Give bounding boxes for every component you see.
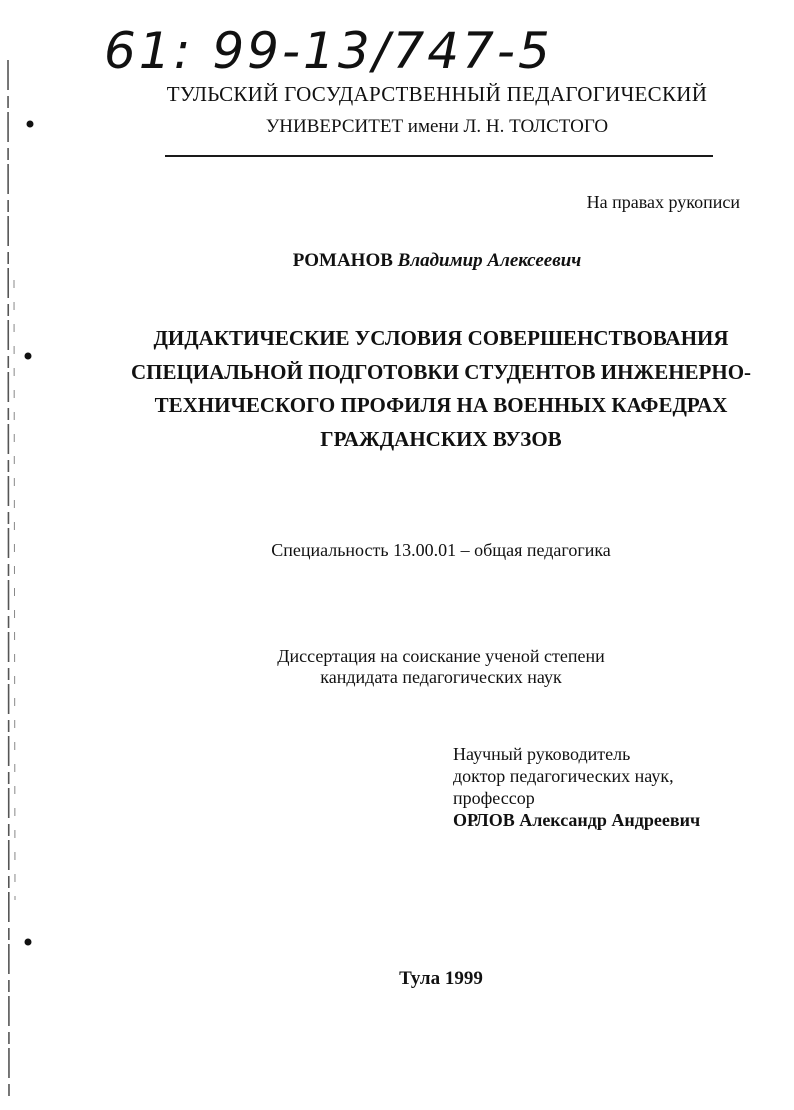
supervisor-name: ОРЛОВ Александр Андреевич <box>453 810 701 830</box>
supervisor-degree: доктор педагогических наук, <box>453 766 674 786</box>
supervisor-block <box>453 743 700 831</box>
supervisor-title: профессор <box>453 788 535 808</box>
author-surname: РОМАНОВ <box>292 250 393 271</box>
degree-line1: Диссертация на соискание ученой степени <box>277 646 605 666</box>
university-name-line1: ТУЛЬСКИЙ ГОСУДАРСТВЕННЫЙ ПЕДАГОГИЧЕСКИЙ <box>166 82 708 106</box>
title-line: СПЕЦИАЛЬНОЙ ПОДГОТОВКИ СТУДЕНТОВ ИНЖЕНЕРНО- <box>130 359 752 384</box>
registry-number-text: 61: 99-13/747-5 <box>104 22 553 80</box>
university-name-line2: УНИВЕРСИТЕТ имени Л. Н. ТОЛСТОГО <box>265 116 609 137</box>
title-line: ДИДАКТИЧЕСКИЕ УСЛОВИЯ СОВЕРШЕНСТВОВАНИЯ <box>153 326 729 350</box>
author-given-names: Владимир Алексеевич <box>397 250 582 271</box>
supervisor-role: Научный руководитель <box>453 744 631 764</box>
degree-line2: кандидата педагогических наук <box>320 667 562 687</box>
city-year: Тула 1999 <box>399 968 483 989</box>
dissertation-degree <box>44 646 794 688</box>
title-line: ТЕХНИЧЕСКОГО ПРОФИЛЯ НА ВОЕННЫХ КАФЕДРАХ <box>154 393 728 417</box>
scan-edge-artifacts <box>0 0 40 1110</box>
manuscript-note: На правах рукописи <box>586 192 740 212</box>
header-divider <box>165 155 713 157</box>
dissertation-title <box>44 322 794 456</box>
author-name <box>40 250 794 272</box>
title-line: ГРАЖДАНСКИХ ВУЗОВ <box>320 426 562 451</box>
specialty: Специальность 13.00.01 – общая педагогика <box>271 540 611 560</box>
handwritten-registry-number <box>100 12 570 82</box>
